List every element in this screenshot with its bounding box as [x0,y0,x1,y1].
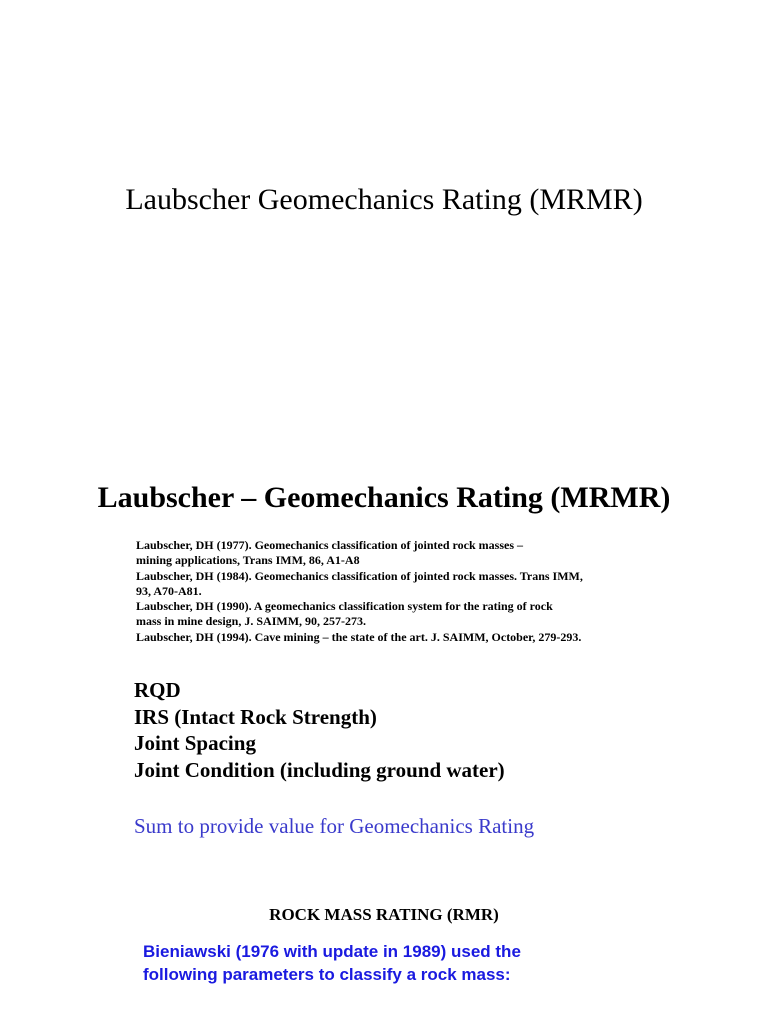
parameter-list [134,677,505,783]
summary-text: Sum to provide value for Geomechanics Rating [134,814,535,838]
rmr-intro-line: Bieniawski (1976 with update in 1989) used the [143,942,521,961]
parameter-item: Joint Condition (including ground water) [134,757,505,782]
reference-line: mass in mine design, J. SAIMM, 90, 257-273. [136,614,367,629]
rmr-intro-line: following parameters to classify a rock mass: [143,965,511,984]
reference-line: Laubscher, DH (1977). Geomechanics classification of jointed rock masses – [136,538,523,552]
parameter-item: IRS (Intact Rock Strength) [134,704,377,729]
rmr-intro [143,940,521,986]
rmr-heading: ROCK MASS RATING (RMR) [269,905,499,924]
reference-line: Laubscher, DH (1984). Geomechanics classification of jointed rock masses. Trans IMM, [136,568,583,583]
parameter-item: RQD [134,678,181,702]
reference-line: mining applications, Trans IMM, 86, A1-A8 [136,553,360,568]
section-heading: Laubscher – Geomechanics Rating (MRMR) [97,481,671,514]
slide-title: Laubscher Geomechanics Rating (MRMR) [125,183,643,216]
reference-line: Laubscher, DH (1990). A geomechanics classification system for the rating of rock [136,599,553,614]
reference-line: 93, A70-A81. [136,583,202,598]
parameter-item: Joint Spacing [134,731,256,755]
reference-line: Laubscher, DH (1994). Cave mining – the state of the art. J. SAIMM, October, 279-293. [136,629,582,644]
reference-list [136,538,583,645]
